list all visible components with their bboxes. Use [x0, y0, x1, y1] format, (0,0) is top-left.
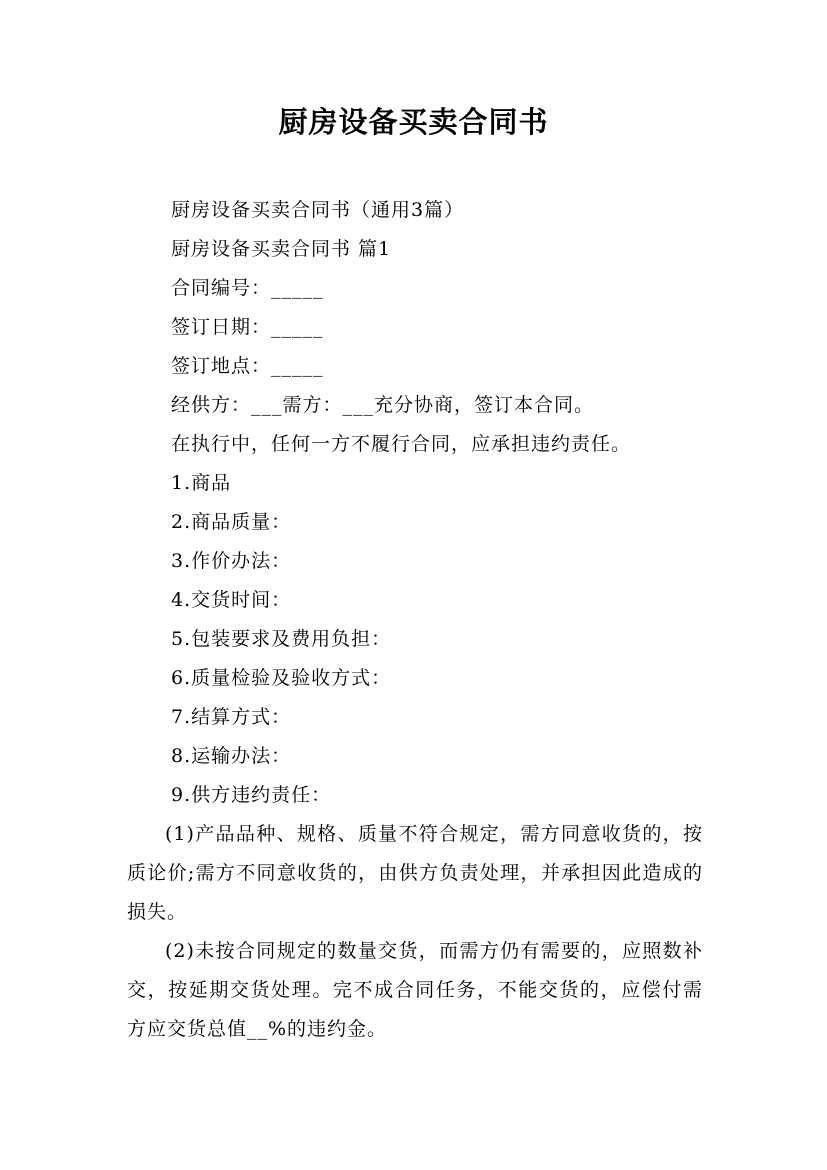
clause-item: 9.供方违约责任：	[171, 784, 332, 806]
body-paragraph: (2)未按合同规定的数量交货，而需方仍有需要的，应照数补交，按延期交货处理。完不成合同任务，不能交货的，应偿付需方应交货总值__%的违约金。	[127, 940, 703, 1040]
body-paragraph: (1)产品品种、规格、质量不符合规定，需方同意收货的，按质论价;需方不同意收货的，由供方负责处理，并承担因此造成的损失。	[127, 823, 703, 923]
clause-item: 5.包装要求及费用负担：	[171, 628, 392, 650]
clause-item: 2.商品质量：	[171, 511, 292, 533]
liability-line: 在执行中，任何一方不履行合同，应承担违约责任。	[171, 433, 632, 455]
parties-line: 经供方：___需方：___充分协商，签订本合同。	[171, 394, 595, 416]
section-heading: 厨房设备买卖合同书 篇1	[171, 238, 392, 260]
signing-place-line: 签订地点：_____	[171, 355, 324, 377]
clause-item: 7.结算方式：	[171, 706, 292, 728]
clause-item: 3.作价办法：	[171, 550, 292, 572]
clause-item: 1.商品	[171, 472, 232, 494]
document-title: 厨房设备买卖合同书	[278, 105, 549, 139]
contract-number-line: 合同编号：_____	[171, 277, 324, 299]
clause-item: 8.运输办法：	[171, 745, 292, 767]
subtitle-line: 厨房设备买卖合同书（通用3篇）	[171, 199, 465, 221]
clause-item: 6.质量检验及验收方式：	[171, 667, 392, 689]
signing-date-line: 签订日期：_____	[171, 316, 324, 338]
clause-item: 4.交货时间：	[171, 589, 292, 611]
